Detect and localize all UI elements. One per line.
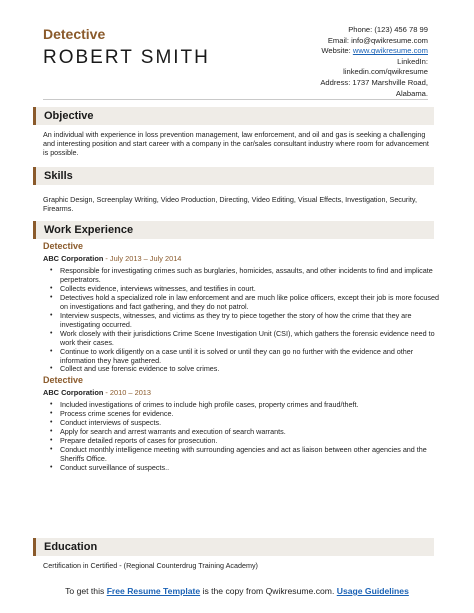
usage-guidelines-link[interactable]: Usage Guidelines [336, 586, 409, 596]
job-2-meta [43, 388, 151, 397]
contact-address: Address: 1737 Marshville Road, [320, 77, 428, 87]
job-1-bullet: • Collects evidence, interviews witnesses, and testifies in court. [60, 285, 446, 294]
job-1-bullet: • Interview suspects, witnesses, and victims as they try to piece together the story of how the crime that they are investigating occurred. [60, 312, 446, 330]
job-2-bullet: • Conduct surveillance of suspects.. [60, 464, 446, 473]
job-1-bullet: • Responsible for investigating crimes such as burglaries, homicides, assaults, and other incidents to find and implicate perpetrators. [60, 267, 446, 285]
job-2-bullet: • Prepare detailed reports of cases for prosecution. [60, 437, 446, 446]
header-divider [43, 99, 428, 100]
contact-website [238, 46, 428, 57]
contact-linkedin-label: LinkedIn: [397, 56, 428, 66]
skills-text: Graphic Design, Screenplay Writing, Video Production, Directing, Video Editing, Visual Effects, Investigation, Security, Firearms. [43, 195, 417, 214]
job-1-dates: - July 2013 – July 2014 [103, 254, 182, 263]
job-2-bullets [43, 401, 446, 473]
contact-linkedin: linkedin.com/qwikresume [343, 67, 428, 77]
job-2-bullet: • Apply for search and arrest warrants and execution of search warrants. [60, 428, 446, 437]
job-1-meta [43, 254, 181, 263]
contact-block [238, 25, 428, 99]
job-2-bullet: • Conduct monthly intelligence meeting with surrounding agencies and act as liaison between other agencies and the Sheriffs Office. [60, 446, 446, 464]
job-1-bullet: • Detectives hold a specialized role in law enforcement and are much like police officers, except their job is more focused on investigations and fact gathering, and they do not patrol. [60, 294, 446, 312]
job-1-bullet: • Collect and use forensic evidence to solve crimes. [60, 365, 446, 374]
website-label: Website: [321, 46, 353, 56]
job-1-bullets [43, 267, 446, 374]
job-1-company: ABC Corporation [43, 254, 104, 263]
job-1-bullet: • Work closely with their jurisdictions Crime Scene Investigation Unit (CSI), which gathers the forensic evidence need to work their cases. [60, 330, 446, 348]
website-link[interactable]: www.qwikresume.com [352, 46, 428, 56]
job-2-company: ABC Corporation [43, 388, 104, 397]
free-resume-template-link[interactable]: Free Resume Template [106, 586, 201, 596]
candidate-name: ROBERT SMITH [43, 47, 210, 68]
job-2-bullet: • Conduct interviews of suspects. [60, 419, 446, 428]
section-education-header: Education [33, 538, 434, 556]
job-1-bullet: • Continue to work diligently on a case until it is solved or until they can go no further with the evidence and other information they have gathered. [60, 348, 446, 366]
job-2-bullet: • Included investigations of crimes to include high profile cases, property crimes and fraud/theft. [60, 401, 446, 410]
job-2-dates: - 2010 – 2013 [103, 388, 152, 397]
footer-note [30, 586, 444, 597]
contact-phone: Phone: (123) 456 78 99 [348, 25, 428, 34]
contact-email: Email: info@qwikresume.com [327, 35, 428, 45]
section-objective-header: Objective [33, 107, 434, 125]
job-2-bullet: • Process crime scenes for evidence. [60, 410, 446, 419]
section-skills-header: Skills [33, 167, 434, 185]
job-2-title: Detective [43, 375, 84, 385]
education-text: Certification in Certified - (Regional Counterdrug Training Academy) [43, 561, 258, 570]
objective-text: An individual with experience in loss prevention management, law enforcement, and oil and gas is seeking a challenging and interesting position and start career with a company in the car/sales consultant industry where room for advancement is possible. [43, 130, 429, 158]
footer-prefix: To get this [65, 586, 107, 596]
footer-middle: is the copy from Qwikresume.com. [200, 586, 337, 596]
job-1-title: Detective [43, 241, 84, 251]
contact-address-line2: Alabama. [395, 88, 428, 98]
section-work-experience-header: Work Experience [33, 221, 434, 239]
job-title: Detective [43, 26, 106, 42]
